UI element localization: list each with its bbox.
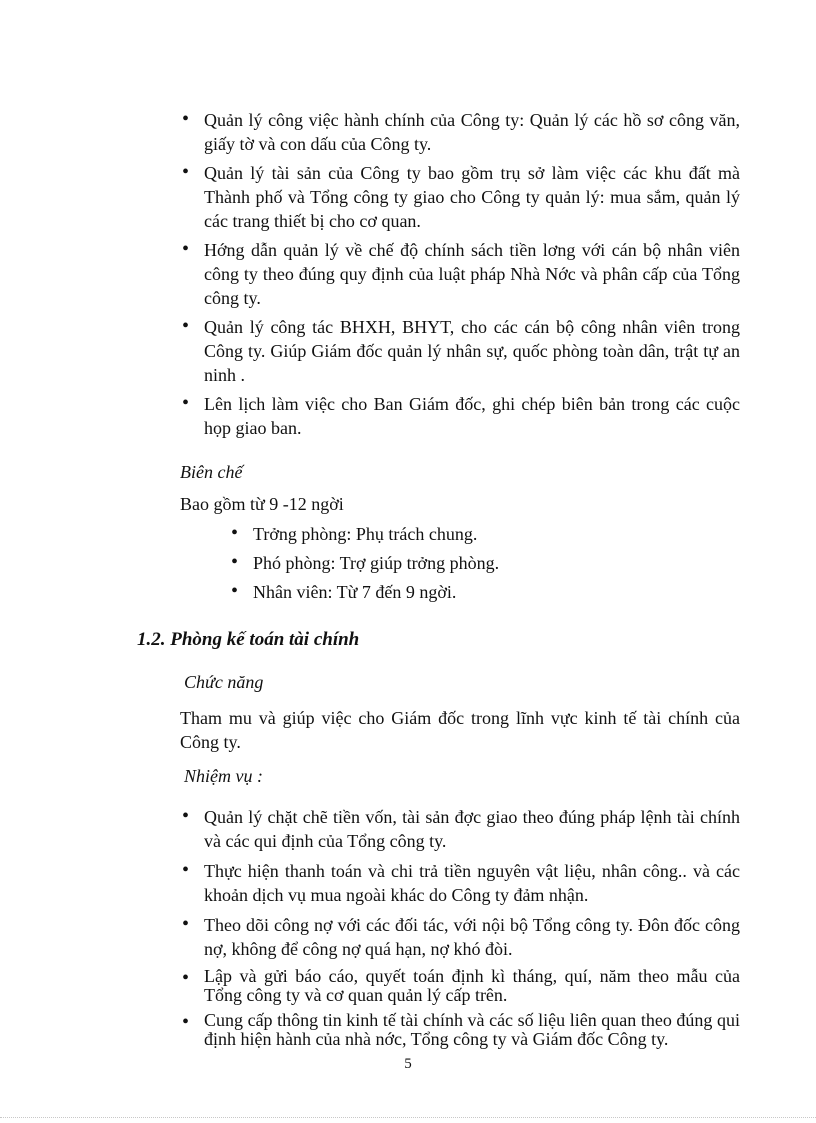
list-item: • Nhân viên: Từ 7 đến 9 ngời. bbox=[231, 580, 457, 602]
staff-count-line: Bao gồm từ 9 -12 ngời bbox=[180, 494, 344, 514]
list-item: • Quản lý công tác BHXH, BHYT, cho các cán bộ công nhân viên trong Công ty. Giúp Giám đốc quản lý nhân sự, quốc phòng toàn dân, trật tự an ninh . bbox=[182, 315, 740, 385]
admin-duties-list bbox=[182, 108, 740, 445]
function-heading: Chức năng bbox=[184, 672, 264, 692]
list-item: • Trởng phòng: Phụ trách chung. bbox=[231, 522, 478, 544]
list-item: • Thực hiện thanh toán và chi trả tiền nguyên vật liệu, nhân công.. và các khoản dịch vụ mua ngoài khác do Công ty đảm nhận. bbox=[182, 859, 740, 905]
function-paragraph: Tham mu và giúp việc cho Giám đốc trong lĩnh vực kinh tế tài chính của Công ty. bbox=[180, 708, 740, 752]
list-item: • Theo dõi công nợ với các đối tác, với nội bộ Tổng công ty. Đôn đốc công nợ, không để công nợ quá hạn, nợ khó đòi. bbox=[182, 913, 740, 959]
list-item: • Cung cấp thông tin kinh tế tài chính và các số liệu liên quan theo đúng qui định hiện hành của nhà nớc, Tổng công ty và Giám đốc Công ty. bbox=[182, 1010, 740, 1049]
staffing-heading: Biên chế bbox=[180, 462, 243, 482]
bullet-icon: • bbox=[182, 315, 190, 337]
bullet-icon: • bbox=[182, 805, 190, 827]
duties-heading: Nhiệm vụ : bbox=[184, 766, 263, 786]
page-bottom-rule bbox=[0, 1117, 816, 1118]
bullet-icon: • bbox=[182, 913, 190, 935]
bullet-icon: • bbox=[182, 108, 190, 130]
bullet-icon: • bbox=[182, 1011, 190, 1033]
page-number: 5 bbox=[404, 1056, 412, 1072]
list-item: • Lên lịch làm việc cho Ban Giám đốc, ghi chép biên bản trong các cuộc họp giao ban. bbox=[182, 392, 740, 438]
bullet-icon: • bbox=[182, 238, 190, 260]
list-item: • Quản lý chặt chẽ tiền vốn, tài sản đợc giao theo đúng pháp lệnh tài chính và các qui định của Tổng công ty. bbox=[182, 805, 740, 851]
list-item: • Hớng dẫn quản lý về chế độ chính sách tiền lơng với cán bộ nhân viên công ty theo đúng quy định của luật pháp Nhà Nớc và phân cấp của Tổng công ty. bbox=[182, 238, 740, 308]
bullet-icon: • bbox=[182, 967, 190, 989]
list-item: • Quản lý công việc hành chính của Công ty: Quản lý các hồ sơ công văn, giấy tờ và con dấu của Công ty. bbox=[182, 108, 740, 154]
finance-duties-list bbox=[182, 805, 740, 1055]
staff-roles-list bbox=[231, 522, 633, 609]
bullet-icon: • bbox=[231, 551, 239, 573]
section-title: 1.2. Phòng kế toán tài chính bbox=[137, 629, 360, 650]
bullet-icon: • bbox=[182, 392, 190, 414]
list-item: • Phó phòng: Trợ giúp trởng phòng. bbox=[231, 551, 500, 573]
list-item: • Quản lý tài sản của Công ty bao gồm trụ sở làm việc các khu đất mà Thành phố và Tổng công ty giao cho Công ty quản lý: mua sắm, quản lý các trang thiết bị cho cơ quan. bbox=[182, 161, 740, 231]
bullet-icon: • bbox=[231, 522, 239, 544]
bullet-icon: • bbox=[182, 859, 190, 881]
list-item: • Lập và gửi báo cáo, quyết toán định kì tháng, quí, năm theo mẫu của Tổng công ty và cơ quan quản lý cấp trên. bbox=[182, 966, 740, 1005]
bullet-icon: • bbox=[182, 161, 190, 183]
bullet-icon: • bbox=[231, 580, 239, 602]
